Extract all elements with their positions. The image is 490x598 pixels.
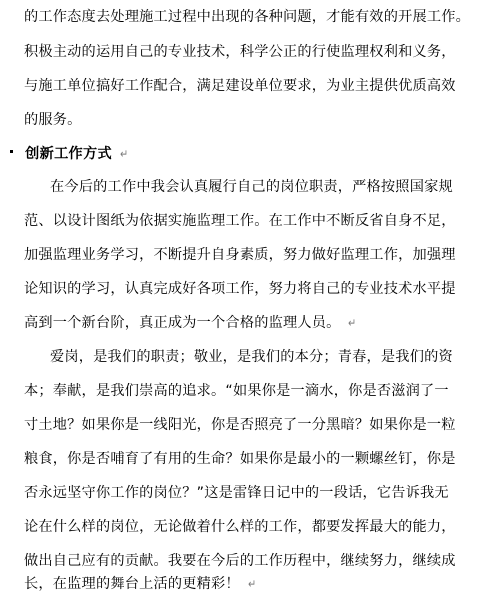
text-line: [24, 574, 257, 594]
text-line: 粮食，你是否哺育了有用的生命？如果你是最小的一颗螺丝钉，你是: [24, 451, 456, 467]
paragraph-mark-icon: ↵: [247, 577, 256, 591]
text-line-content: 的服务。: [24, 112, 82, 128]
text-line-content: 高到一个新台阶，真正成为一个合格的监理人员。: [24, 315, 341, 331]
text-line: 寸土地？如果你是一线阳光，你是否照亮了一分黑暗？如果你是一粒: [24, 417, 456, 433]
text-line: 论在什么样的岗位，无论做着什么样的工作，都要发挥最大的能力，: [24, 519, 456, 535]
text-line: 积极主动的运用自己的专业技术，科学公正的行使监理权利和义务，: [24, 44, 456, 60]
text-line: 加强监理业务学习，不断提升自身素质，努力做好监理工作，加强理: [24, 247, 456, 263]
paragraph-mark-icon: ↵: [120, 147, 129, 161]
text-line: 的工作态度去处理施工过程中出现的各种问题，才能有效的开展工作。: [24, 9, 471, 25]
text-line-content: 长，在监理的舞台上活的更精彩！: [24, 576, 240, 592]
text-line: 论知识的学习，认真完成好各项工作，努力将自己的专业技术水平提: [24, 281, 456, 297]
section-heading-text: 创新工作方式: [25, 146, 113, 162]
text-line: 范、以设计图纸为依据实施监理工作。在工作中不断反省自身不足，: [24, 213, 456, 229]
bullet-icon: [10, 150, 13, 153]
text-line: 做出自己应有的贡献。我要在今后的工作历程中，继续努力，继续成: [24, 553, 456, 569]
text-line: [24, 313, 358, 333]
text-line: [24, 110, 82, 130]
text-line: 否永远坚守你工作的岗位？”这是雷锋日记中的一段话，它告诉我无: [24, 485, 449, 501]
text-line: 爱岗，是我们的职责；敬业，是我们的本分；青春，是我们的资: [50, 349, 453, 365]
section-heading: [10, 143, 129, 163]
paragraph-mark-icon: ↵: [348, 316, 357, 330]
text-line: 与施工单位搞好工作配合，满足建设单位要求，为业主提供优质高效: [24, 78, 456, 94]
text-line: 本；奉献，是我们崇高的追求。“如果你是一滴水，你是否滋润了一: [24, 383, 449, 399]
text-line: 在今后的工作中我会认真履行自己的岗位职责，严格按照国家规: [50, 179, 453, 195]
